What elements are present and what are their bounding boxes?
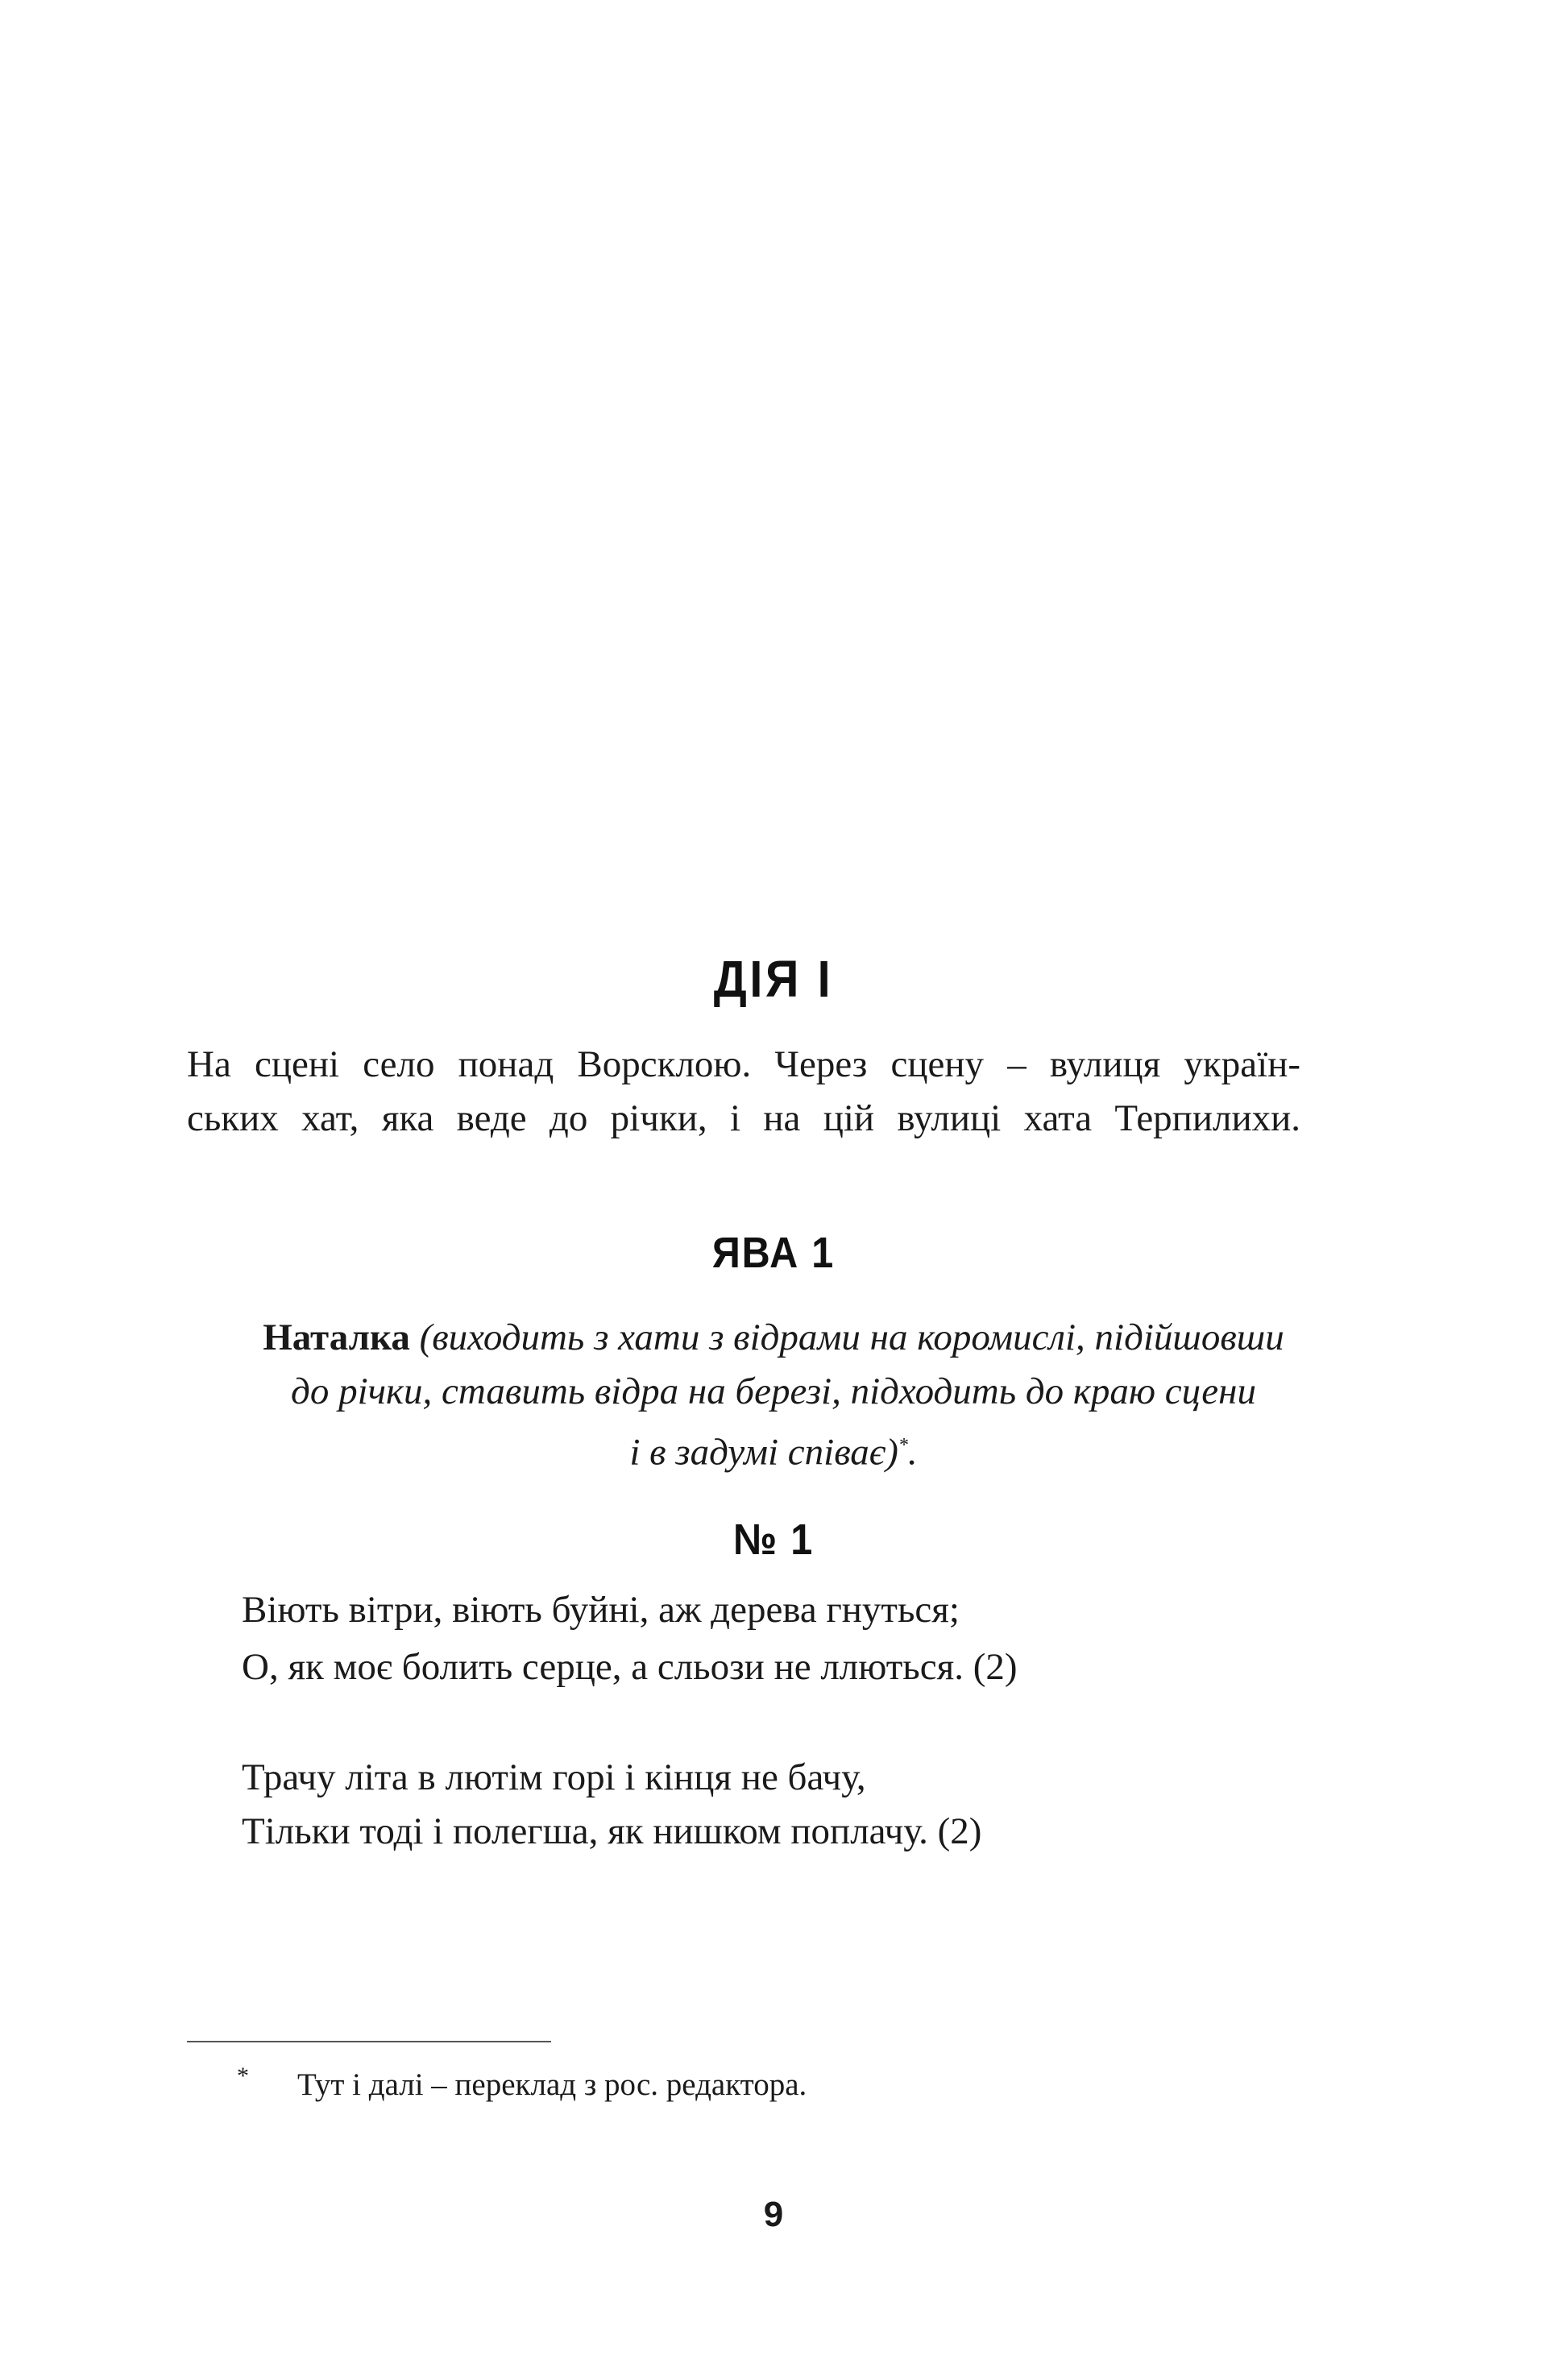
stage-direction-text: до річки, ставить відра на березі, підходить до краю сцени: [291, 1370, 1256, 1412]
stage-direction: [0, 1311, 1547, 1480]
intro-paragraph: [187, 1038, 1300, 1146]
song-number: № 1: [732, 1515, 815, 1564]
footnote-divider: [187, 2041, 551, 2042]
stage-direction-period: .: [907, 1431, 918, 1474]
character-name: Наталка: [263, 1316, 410, 1358]
stage-direction-text: (виходить з хати з відрами на коромислі, підійшовши: [409, 1316, 1284, 1358]
intro-line: ських хат, яка веде до річки, і на цій вулиці хата Терпилихи.: [187, 1097, 1300, 1139]
verse-line: Тільки тоді і полегша, як нишком поплачу. (2): [242, 1810, 982, 1852]
verse-line: О, як моє болить серце, а сльози не ллються. (2): [242, 1646, 1018, 1688]
intro-line: На сцені село понад Ворсклою. Через сцену – вулиця україн-: [187, 1043, 1300, 1085]
stage-direction-text: і в задумі співає): [629, 1431, 898, 1474]
scene-title: ЯВА 1: [711, 1229, 836, 1277]
footnote-text: Тут і далі – переклад з рос. редактора.: [297, 2067, 807, 2102]
footnote-reference[interactable]: *: [898, 1435, 908, 1456]
verse-line: Віють вітри, віють буйні, аж дерева гнуться;: [242, 1589, 960, 1631]
verse-line: Трачу літа в лютім горі і кінця не бачу,: [242, 1756, 866, 1798]
act-title: ДІЯ І: [713, 950, 834, 1008]
verse-2: [242, 1751, 981, 1859]
footnote-marker: *: [237, 2063, 249, 2089]
page-number: 9: [763, 2195, 784, 2234]
verse-1: [242, 1583, 1018, 1694]
